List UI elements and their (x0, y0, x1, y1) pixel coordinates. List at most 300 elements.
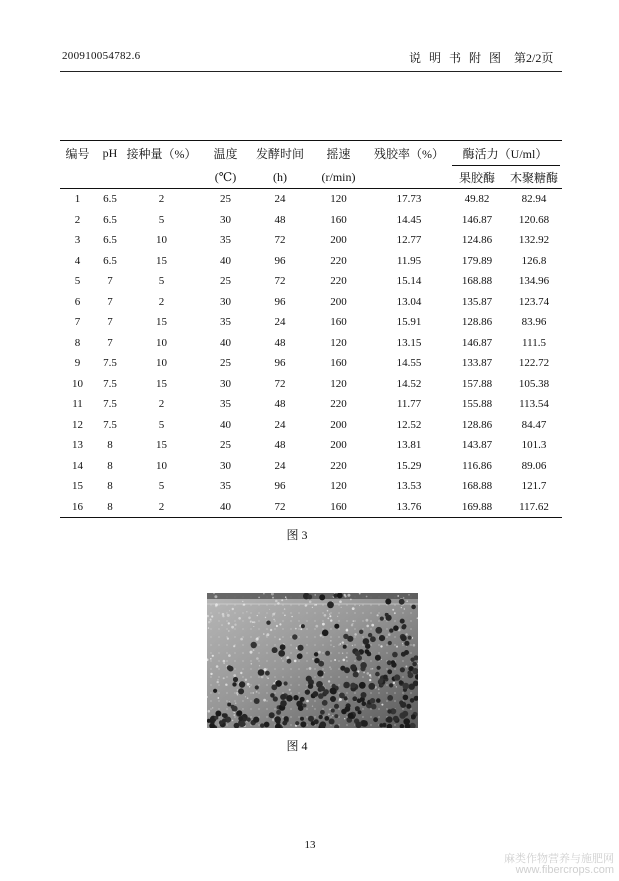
speckle (242, 601, 243, 602)
cell-dot (306, 676, 312, 682)
cell-dot (375, 627, 382, 634)
table-cell-residual-gum: 15.14 (396, 275, 422, 288)
cell-dot (365, 649, 370, 654)
speckle (247, 683, 250, 686)
cell-dot (280, 644, 286, 650)
speckle (228, 622, 230, 624)
table-cell-id: 8 (74, 336, 81, 349)
table-cell-temperature: 25 (220, 275, 231, 288)
speckle (240, 672, 242, 674)
speckle (312, 658, 313, 659)
cell-dot (391, 662, 396, 667)
cell-dot (320, 686, 325, 691)
unit-cell-empty (95, 166, 125, 189)
speckle (359, 605, 360, 606)
table-cell-inoculum: 2 (158, 193, 165, 206)
speckle (380, 645, 382, 647)
table-cell-time: 24 (274, 193, 286, 206)
speckle (229, 610, 230, 611)
cell-dot (280, 700, 287, 707)
table-cell-temperature: 40 (220, 336, 231, 349)
watermark-site-name: 麻类作物营养与施肥网 (504, 853, 614, 865)
column-header-speed: 摇速 (326, 147, 351, 161)
speckle (234, 624, 236, 626)
cell-dot (284, 681, 288, 685)
cell-dot (393, 625, 399, 631)
cell-dot (297, 653, 303, 659)
cell-dot (343, 682, 350, 689)
table-cell-time: 24 (274, 418, 286, 431)
speckle (249, 686, 250, 687)
table-cell-speed: 200 (330, 234, 347, 247)
speckle (263, 633, 265, 635)
table-cell-ph: 7 (107, 336, 113, 349)
speckle (286, 598, 288, 600)
speckle (342, 641, 344, 643)
table-cell-temperature: 30 (220, 459, 231, 472)
cell-dot (280, 694, 286, 700)
table-cell-pectinase: 168.88 (461, 275, 493, 288)
cell-dot (282, 721, 287, 726)
cell-dot (411, 605, 416, 610)
cell-dot (286, 695, 293, 702)
table-row (60, 189, 562, 210)
cell-dot (292, 634, 297, 639)
table-cell-xylanase: 84.47 (521, 418, 547, 431)
cell-dot (266, 621, 270, 625)
table-cell-residual-gum: 17.73 (396, 193, 422, 206)
cell-dot (295, 721, 299, 725)
speckle (312, 706, 313, 707)
cell-dot (228, 666, 234, 672)
column-header-id: 编号 (65, 147, 90, 161)
cell-dot (314, 652, 318, 656)
table-cell-speed: 200 (330, 295, 347, 308)
cell-dot (297, 645, 303, 651)
column-header-inoculum: 接种量（%） (126, 147, 197, 161)
patent-number: 200910054782.6 (62, 50, 141, 62)
cell-dot (352, 696, 357, 701)
table-cell-speed: 220 (330, 254, 347, 267)
speckle (214, 595, 217, 598)
table-cell-temperature: 35 (220, 398, 231, 411)
table-cell-xylanase: 132.92 (518, 234, 550, 247)
table-cell-pectinase: 179.89 (461, 254, 493, 267)
speckle (401, 605, 402, 606)
table-cell-ph: 7 (107, 316, 113, 329)
table-cell-inoculum: 15 (156, 377, 167, 390)
cell-dot (271, 684, 277, 690)
speckle (231, 626, 234, 629)
cell-dot (386, 716, 392, 722)
speckle (227, 638, 229, 640)
cell-dot (368, 633, 372, 637)
cell-dot (324, 716, 329, 721)
table-cell-pectinase: 157.88 (461, 377, 493, 390)
cell-dot (380, 617, 384, 621)
column-header-enzyme-activity: 酶活力（U/ml） (448, 141, 562, 167)
cell-dot (308, 684, 313, 689)
table-row (60, 251, 562, 272)
cell-dot (334, 624, 339, 629)
speckle (248, 617, 251, 620)
table-cell-residual-gum: 11.95 (396, 254, 422, 267)
cell-dot (287, 659, 292, 664)
document-type-label: 说明书附图 (409, 51, 510, 65)
cell-dot (355, 706, 360, 711)
speckle (314, 604, 315, 605)
speckle (332, 715, 333, 716)
table-cell-speed: 120 (330, 480, 347, 493)
cell-dot (389, 683, 393, 687)
table-cell-speed: 200 (330, 439, 347, 452)
table-cell-pectinase: 116.86 (462, 459, 492, 472)
speckle (339, 699, 340, 700)
table-cell-temperature: 25 (220, 439, 231, 452)
table-cell-inoculum: 10 (156, 234, 167, 247)
cell-dot (359, 682, 366, 689)
cell-dot (400, 667, 405, 672)
cell-dot (360, 662, 367, 669)
cell-dot (363, 638, 370, 645)
table-cell-residual-gum: 14.52 (396, 377, 422, 390)
table-cell-pectinase: 169.88 (461, 500, 493, 513)
cell-dot (343, 634, 348, 639)
table-cell-xylanase: 83.96 (521, 316, 547, 329)
table-cell-time: 72 (274, 275, 286, 288)
table-cell-id: 3 (74, 234, 81, 247)
cell-dot (301, 624, 305, 628)
speckle (322, 677, 323, 678)
table-cell-inoculum: 10 (156, 357, 167, 370)
speckle (217, 697, 219, 699)
table-cell-speed: 120 (330, 193, 347, 206)
cell-dot (293, 695, 298, 700)
cell-dot (379, 679, 384, 684)
speckle (344, 594, 346, 596)
cell-dot (300, 717, 304, 721)
table-cell-inoculum: 5 (158, 275, 165, 288)
cell-dot (370, 636, 376, 642)
header-units-row (60, 166, 562, 189)
table-cell-time: 96 (274, 480, 286, 493)
cell-dot (269, 712, 275, 718)
table-cell-time: 48 (274, 213, 286, 226)
table-cell-pectinase: 168.88 (461, 480, 493, 493)
cell-dot (409, 684, 415, 690)
speckle (318, 651, 321, 654)
table-cell-residual-gum: 13.04 (396, 295, 422, 308)
speckle (263, 593, 264, 594)
table-cell-temperature: 35 (220, 480, 231, 493)
table-cell-pectinase: 135.87 (461, 295, 493, 308)
speckle (352, 623, 353, 624)
watermark-url: www.fibercrops.com (515, 864, 614, 876)
cell-dot (412, 662, 417, 667)
cell-dot (387, 669, 392, 674)
table-row (60, 292, 562, 313)
speckle (309, 667, 312, 670)
speckle (294, 660, 297, 663)
column-header-time: 发酵时间 (255, 147, 304, 161)
speckle (330, 619, 332, 621)
speckle (265, 617, 266, 618)
table-cell-time: 72 (274, 234, 286, 247)
table-row (60, 333, 562, 354)
fermentation-results-table (60, 140, 562, 518)
cell-dot (329, 719, 335, 725)
speckle (281, 658, 282, 659)
cell-dot (298, 705, 304, 711)
speckle (257, 615, 258, 616)
page-number: 13 (304, 839, 316, 851)
cell-dot (233, 677, 238, 682)
table-cell-id: 5 (74, 275, 81, 288)
cell-dot (232, 682, 236, 686)
speckle (381, 659, 382, 660)
table-cell-id: 15 (72, 480, 83, 493)
table-cell-pectinase: 128.86 (461, 418, 493, 431)
cell-dot (325, 651, 330, 656)
speckle (405, 633, 407, 635)
table-cell-speed: 120 (330, 336, 347, 349)
cell-dot (344, 667, 350, 673)
column-header-ph: pH (102, 146, 118, 160)
speckle (401, 607, 402, 608)
speckle (324, 672, 325, 673)
table-cell-residual-gum: 14.55 (396, 357, 422, 370)
cell-dot (333, 594, 337, 598)
speckle (267, 678, 269, 680)
speckle (223, 677, 225, 679)
cell-dot (387, 695, 393, 701)
subcolumn-header-pectinase: 果胶酶 (448, 166, 506, 189)
cell-dot (389, 628, 393, 632)
cell-dot (408, 636, 412, 640)
table-cell-time: 48 (274, 398, 286, 411)
cell-dot (385, 599, 391, 605)
table-cell-time: 48 (274, 439, 286, 452)
speckle (234, 714, 236, 716)
table-cell-inoculum: 5 (158, 418, 165, 431)
table-cell-residual-gum: 13.76 (396, 500, 422, 513)
speckle (263, 699, 266, 702)
table-cell-inoculum: 10 (156, 459, 167, 472)
speckle (246, 611, 247, 612)
cell-dot (385, 613, 389, 617)
table-cell-pectinase: 143.87 (461, 439, 493, 452)
cell-dot (394, 674, 400, 680)
table-cell-ph: 8 (107, 480, 113, 493)
cell-dot (393, 716, 399, 722)
cell-dot (238, 688, 244, 694)
speckle (306, 700, 309, 703)
table-cell-residual-gum: 15.29 (396, 459, 422, 472)
table-cell-id: 13 (72, 439, 83, 452)
cell-dot (401, 635, 407, 641)
speckle (210, 673, 212, 675)
table-cell-ph: 8 (107, 500, 113, 513)
speckle (253, 621, 255, 623)
speckle (327, 610, 329, 612)
speckle (215, 605, 218, 608)
speckle (208, 627, 209, 628)
cell-dot (264, 722, 270, 728)
speckle (346, 656, 348, 658)
table-cell-xylanase: 111.5 (522, 336, 546, 349)
cell-dot (308, 716, 314, 722)
speckle (347, 594, 350, 597)
table-cell-id: 1 (74, 193, 81, 206)
speckle (235, 702, 237, 704)
table-cell-xylanase: 123.74 (518, 295, 550, 308)
table-cell-temperature: 35 (220, 234, 231, 247)
speckle (404, 608, 405, 609)
table-cell-ph: 6.5 (103, 234, 117, 247)
speckle (217, 681, 219, 683)
table-cell-temperature: 40 (220, 254, 231, 267)
speckle (354, 633, 357, 636)
speckle (305, 604, 307, 606)
speckle (352, 645, 353, 646)
speckle (320, 634, 322, 636)
speckle (329, 614, 330, 615)
speckle (208, 710, 211, 713)
table-cell-residual-gum: 11.77 (396, 398, 422, 411)
speckle (314, 594, 316, 596)
speckle (340, 643, 342, 645)
cell-dot (253, 717, 259, 723)
speckle (275, 600, 278, 603)
table-cell-xylanase: 82.94 (521, 193, 547, 206)
table-cell-time: 72 (274, 377, 286, 390)
speckle (216, 665, 219, 668)
speckle (350, 599, 352, 601)
speckle (344, 718, 345, 719)
micrograph-image (207, 593, 418, 728)
table-cell-id: 14 (72, 459, 83, 472)
table-cell-temperature: 30 (220, 213, 231, 226)
cell-dot (300, 697, 305, 702)
cell-dot (403, 695, 409, 701)
table-body (60, 189, 562, 518)
speckle (328, 713, 330, 715)
speckle (346, 629, 349, 632)
table-cell-inoculum: 10 (156, 336, 167, 349)
table-cell-ph: 8 (107, 459, 113, 472)
table-cell-inoculum: 5 (158, 480, 165, 493)
cell-dot (278, 650, 285, 657)
cell-dot (322, 630, 329, 637)
table-cell-pectinase: 128.86 (461, 316, 493, 329)
speckle (256, 657, 259, 660)
table-cell-id: 6 (74, 295, 81, 308)
header-divider (60, 71, 562, 72)
cell-dot (334, 714, 338, 718)
cell-dot (379, 635, 385, 641)
table-cell-id: 2 (74, 213, 81, 226)
cell-dot (377, 666, 381, 670)
speckle (309, 601, 312, 604)
cell-dot (314, 719, 319, 724)
table-row (60, 435, 562, 456)
speckle (396, 646, 398, 648)
cell-dot (400, 702, 406, 708)
table-cell-time: 48 (274, 336, 286, 349)
cell-dot (238, 716, 243, 721)
speckle (236, 692, 238, 694)
cell-dot (251, 642, 257, 648)
cell-dot (350, 683, 356, 689)
cell-dot (320, 721, 327, 728)
cell-dot (305, 689, 310, 694)
speckle (413, 644, 416, 647)
speckle (295, 628, 297, 630)
unit-cell-empty (60, 166, 95, 189)
speckle (237, 689, 238, 690)
speckle (372, 668, 374, 670)
table-cell-speed: 160 (330, 316, 347, 329)
cell-dot (300, 721, 306, 727)
cell-dot (370, 698, 376, 704)
cell-dot (375, 655, 381, 661)
table-cell-inoculum: 2 (158, 295, 165, 308)
table-cell-id: 4 (74, 254, 81, 267)
cell-dot (313, 691, 319, 697)
speckle (221, 624, 222, 625)
cell-dot (258, 669, 265, 676)
speckle (258, 597, 260, 599)
table-cell-inoculum: 15 (156, 439, 167, 452)
table-cell-speed: 220 (330, 459, 347, 472)
cell-dot (402, 711, 408, 717)
cell-dot (307, 595, 312, 600)
column-header-residual-gum: 残胶率（%） (374, 147, 444, 161)
cell-dot (361, 720, 368, 727)
table-cell-xylanase: 134.96 (518, 275, 550, 288)
speckle (402, 643, 403, 644)
speckle (225, 684, 227, 686)
speckle (327, 618, 329, 620)
column-header-temperature: 温度 (213, 147, 238, 161)
speckle (363, 672, 365, 674)
cell-dot (237, 710, 243, 716)
table-cell-xylanase: 120.68 (518, 213, 550, 226)
table-cell-time: 24 (274, 459, 286, 472)
table-cell-speed: 160 (330, 357, 347, 370)
table-row (60, 312, 562, 333)
cell-dot (213, 689, 217, 693)
speckle (261, 676, 264, 679)
table-cell-time: 96 (274, 295, 286, 308)
speckle (229, 701, 230, 702)
cell-dot (318, 693, 324, 699)
table-cell-temperature: 30 (220, 295, 231, 308)
cell-dot (222, 718, 227, 723)
speckle (339, 698, 342, 701)
speckle (222, 615, 224, 617)
table-cell-speed: 220 (330, 398, 347, 411)
cell-dot (362, 701, 367, 706)
speckle (367, 672, 370, 675)
speckle (328, 680, 330, 682)
speckle (212, 707, 213, 708)
speckle (269, 609, 270, 610)
speckle (329, 667, 330, 668)
page-label: 第2/2页 (514, 51, 554, 65)
speckle (352, 607, 355, 610)
table-row (60, 353, 562, 374)
